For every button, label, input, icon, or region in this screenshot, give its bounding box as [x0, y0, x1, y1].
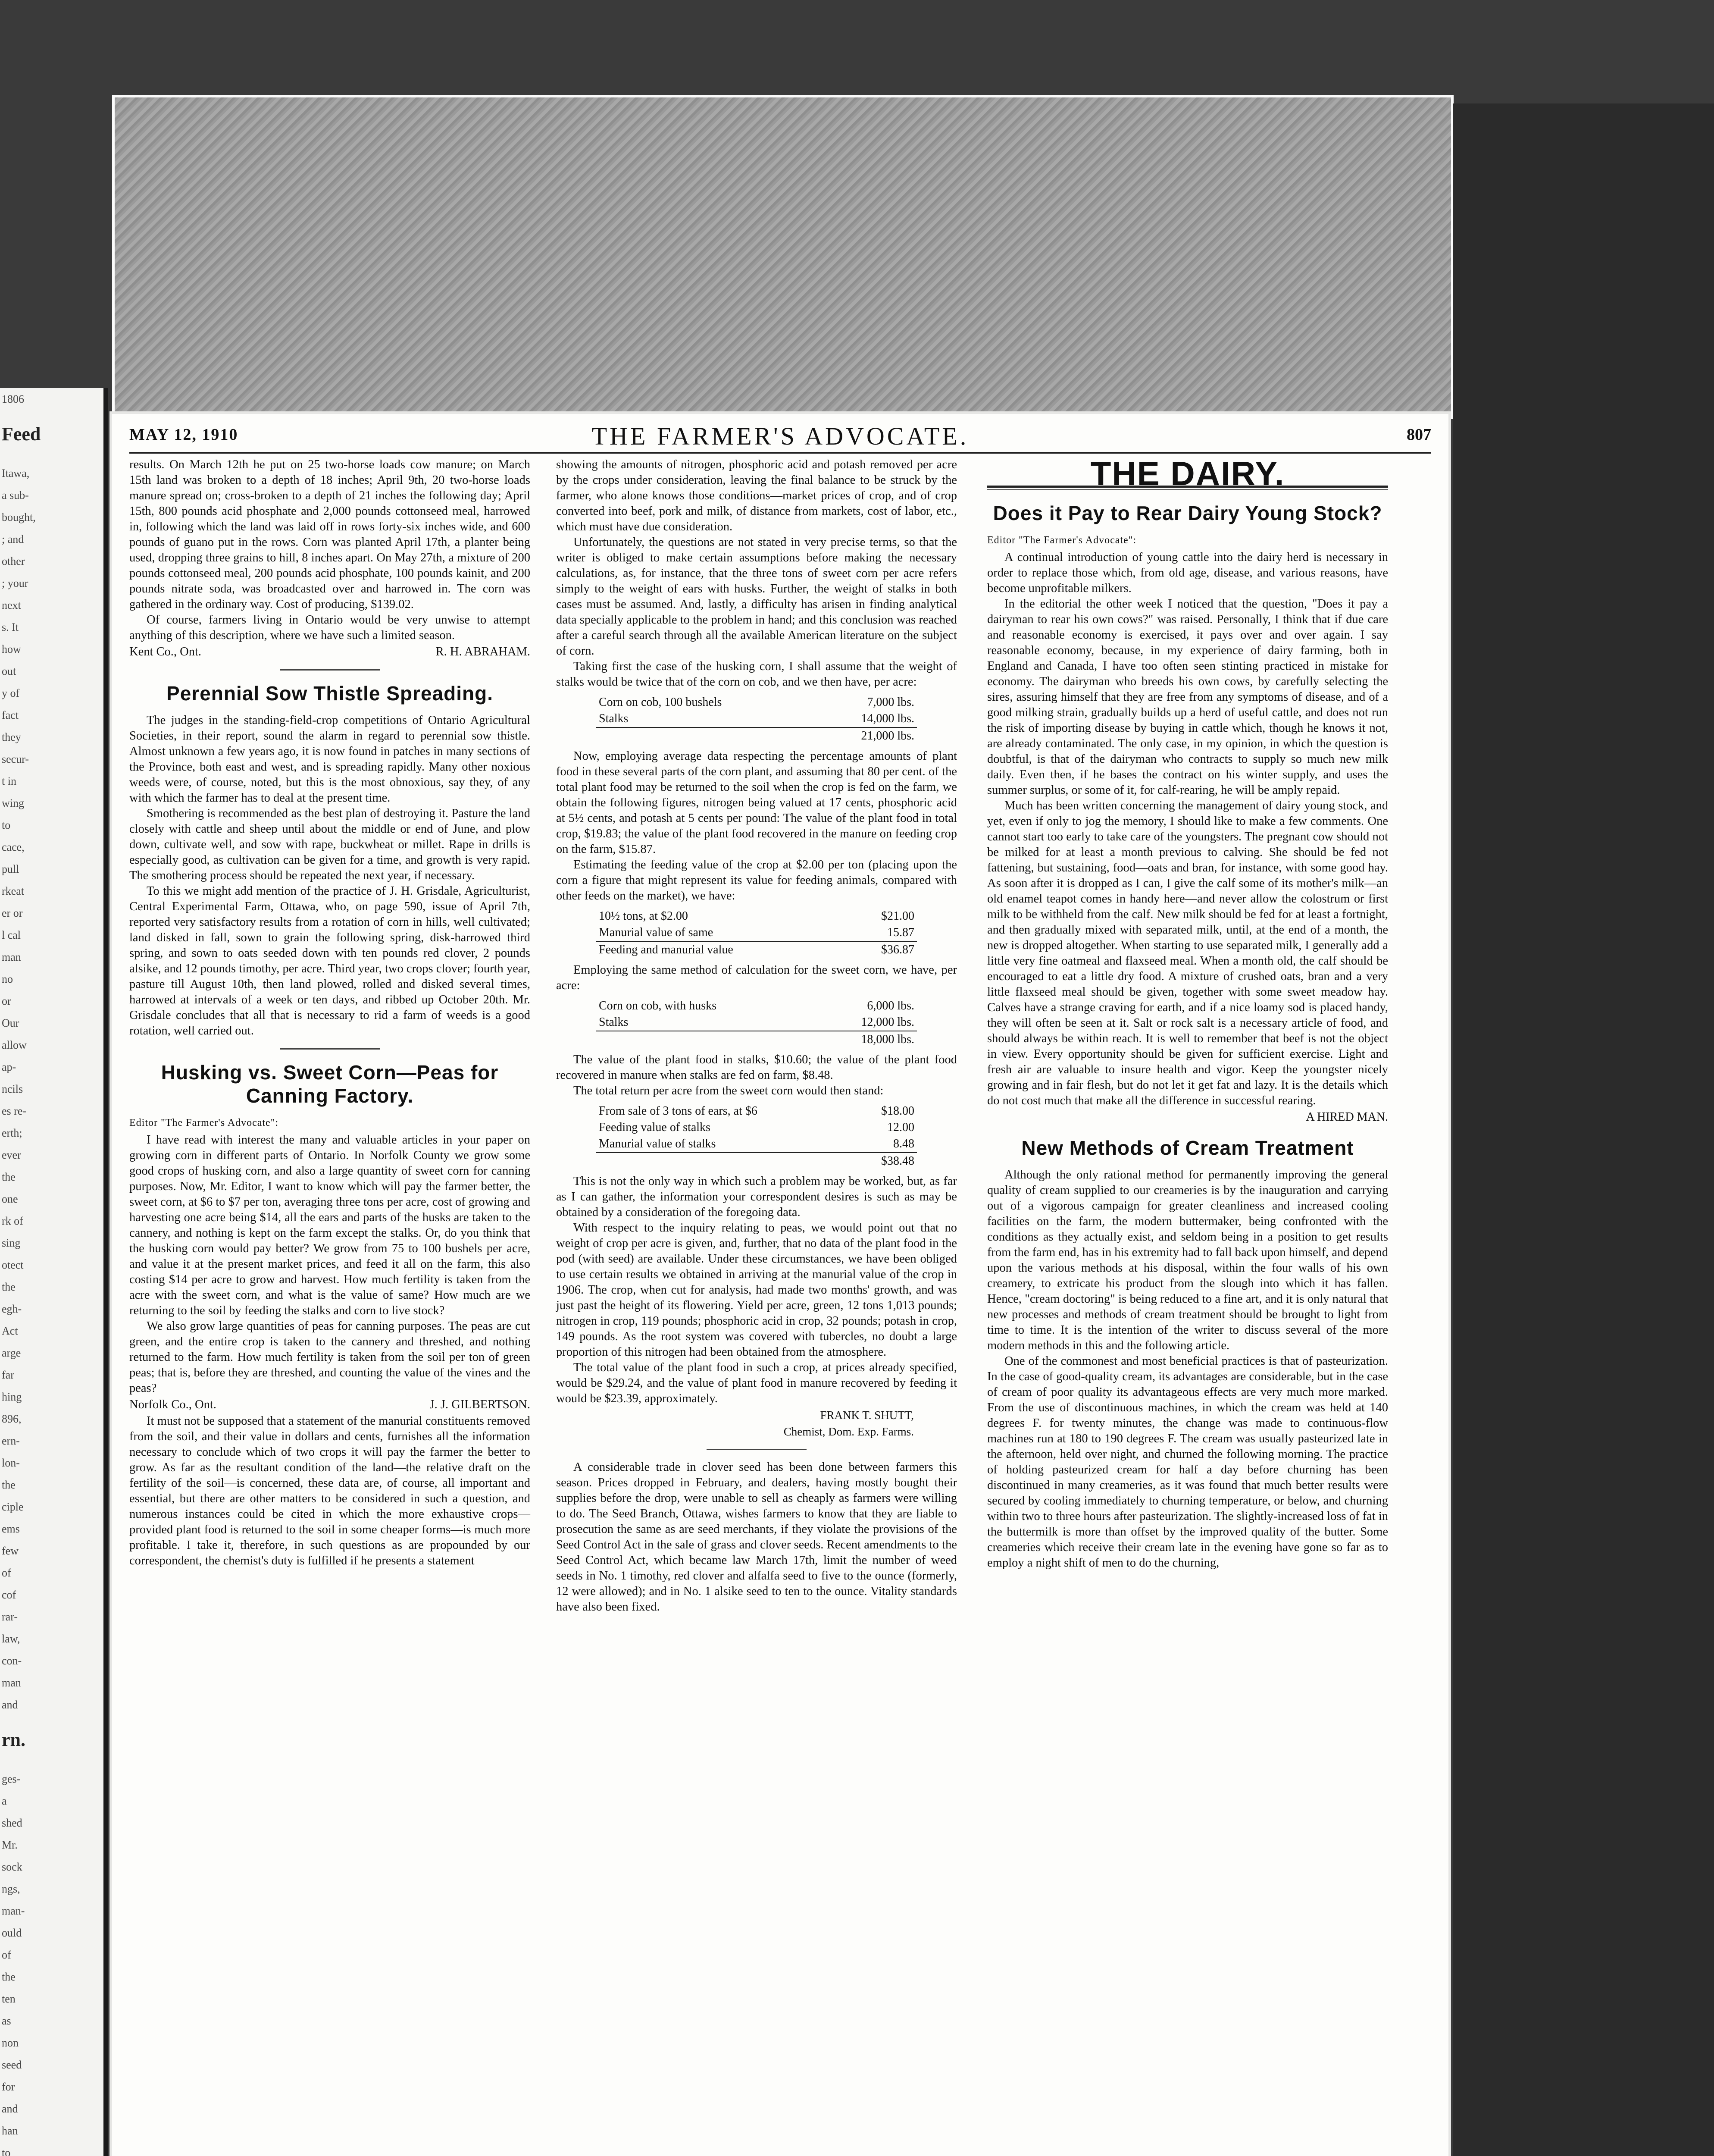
column-3 — [987, 454, 1388, 1571]
article-paragraph: A considerable trade in clover seed has been done between farmers this season. Prices dropped in February, and dealers, having mostly bought their supplies before the drop, were unable to sell as cheaply as farmers were willing to do. The Seed Branch, Ottawa, wishes farmers to know that they are liable to prosecution the same as are seed merchants, if they violate the provisions of the Seed Control Act in the sale of grass and clover seeds. Recent amendments to the Seed Control Act, which became law March 17th, limit the number of weed seeds in No. 1 timothy, red clover and alfalfa seed to five to the ounce (formerly, 12 were allowed); and in No. 1 alsike seed to ten to the ounce. Vitality standards have also been fixed. — [556, 1460, 957, 1614]
scanner-edge — [1453, 103, 1714, 2156]
facing-page-line: ten — [2, 1993, 16, 2005]
table-row — [596, 908, 917, 924]
table-cell-label: Feeding and manurial value — [596, 941, 848, 958]
article-paragraph: We also grow large quantities of peas for canning purposes. The peas are cut green, and the entire crop is taken to the cannery and threshed, and nothing returned to the farm. How much fertility is taken from the soil per ton of green peas; that is, before they are threshed, and counting the value of the vines and the peas? — [129, 1319, 530, 1395]
author-signature: A HIRED MAN. — [1306, 1110, 1388, 1124]
table-cell-label — [596, 1031, 813, 1048]
facing-page-line: how — [2, 643, 21, 655]
facing-page-heading-2: rn. — [2, 1729, 25, 1750]
facing-page-line: ap- — [2, 1061, 16, 1073]
article-paragraph: The judges in the standing-field-crop competitions of Ontario Agricultural Societies, in their report, sound the alarm in regard to perennial sow thistle. Almost unknown a few years ago, it is now found in patches in many sections of the Province, both east and west, and is spreading rapidly. Many other noxious weeds were, of course, noted, but this is the most obnoxious, say they, of any with which the farmer has to deal at the present time. — [129, 714, 530, 805]
facing-page-line: far — [2, 1369, 14, 1381]
figures-table-total-return — [596, 1103, 917, 1169]
facing-page-line: ; and — [2, 533, 24, 545]
author-title: Chemist, Dom. Exp. Farms. — [783, 1425, 914, 1438]
facing-page-line: other — [2, 555, 25, 567]
table-row — [596, 1014, 917, 1031]
table-row — [596, 1103, 917, 1119]
continued-paragraph-2: Of course, farmers living in Ontario would be very unwise to attempt anything of this description, where we have such a limited season. — [129, 613, 530, 642]
table-cell-label: Corn on cob, with husks — [599, 999, 716, 1012]
table-cell-label: Feeding value of stalks — [599, 1121, 710, 1134]
facing-page-line: Itawa, — [2, 467, 30, 479]
article-paragraph: In the editorial the other week I noticed that the question, "Does it pay a dairyman to rear his own cows?" was raised. Personally, I think that if due care and reasonable economy is exercised, it pays over and over again. I say reasonable economy, because, in my experience of dairy farming, both in England and Canada, I have too often seen stinting practiced in mistake for economy. The dairyman who breeds his own cows, by carefully selecting the sires, assuring himself that they are free from any symptoms of disease, and of a good milking strain, gradually builds up a herd of useful cattle, and does not run the risk of importing disease by buying in cattle which, though he knows it not, are already contaminated. The only case, in my opinion, in which the question is doubtful, is that of the dairyman who contracts to supply so much new milk daily. Even then, if he bases the contract on his winter supply, and uses the summer surplus, or some of it, for calf-rearing, he will be amply repaid. — [987, 597, 1388, 797]
article-paragraph: One of the commonest and most beneficial practices is that of pasteurization. In the case of good-quality cream, its advantages are considerable, but in the case of cream of poor quality its advantageous effects are very much more marked. From the use of discontinuous machines, in which the cream was held at 140 degrees F. for twenty minutes, the change was made to continuous-flow machines run at 180 to 190 degrees F. The cream was usually pasteurized late in the afternoon, held over night, and churned the following morning. The practice of holding pasteurized cream for half a day before churning has been discontinued in many creameries, as it was found that much better results were secured by cooling immediately to churning temperature, or below, and churning within two to three hours after pasteurization. The slightly-increased loss of fat in the buttermilk is more than offset by the improved quality of the butter. Some creameries which receive their cream late in the evening have gone so far as to employ a night shift of men to do the churning, — [987, 1354, 1388, 1570]
facing-page-line: fact — [2, 709, 19, 721]
article-paragraph: This is not the only way in which such a problem may be worked, but, as far as I can gather, the information your correspondent desires is such as may be obtained by a consideration of the foregoing data. — [556, 1175, 957, 1219]
facing-page-line: rkeat — [2, 885, 24, 897]
facing-page-line: non — [2, 2037, 19, 2049]
facing-page-line: arge — [2, 1347, 21, 1359]
facing-page-line: er or — [2, 907, 23, 919]
facing-page-line: the — [2, 1479, 16, 1491]
facing-page-line: han — [2, 2125, 18, 2137]
facing-page-line: Act — [2, 1325, 18, 1337]
issue-date: MAY 12, 1910 — [129, 426, 238, 444]
facing-page-line: cof — [2, 1589, 16, 1601]
scanner-background — [112, 95, 1454, 419]
editor-salutation: Editor "The Farmer's Advocate": — [129, 1117, 279, 1128]
facing-page-line: ern- — [2, 1435, 20, 1447]
facing-page-line: l cal — [2, 929, 21, 941]
article-paragraph: Although the only rational method for permanently improving the general quality of cream supplied to our creameries is by the inauguration and carrying out of a vigorous campaign for greater cleanliness and increased cooling facilities on the farm, the modern buttermaker, being confronted with the conditions as they actually exist, and seldom being in a position to get results from the farm end, has in his extremity had to fall back upon himself, and depend upon the various methods at his disposal, within the four walls of his own creamery, to extricate his product from the slough into which it has fallen. Hence, "cream doctoring" is being reduced to a fine art, and it is only natural that new processes and methods of cream treatment should be brought to light from time to time. It is the intention of the writer to discuss several of the more modern methods in this and the following article. — [987, 1168, 1388, 1352]
facing-page-line: cace, — [2, 841, 25, 853]
facing-page-lines — [0, 462, 103, 1716]
article-title-sow-thistle: Perennial Sow Thistle Spreading. — [166, 682, 493, 705]
facing-page-line: hing — [2, 1391, 22, 1403]
facing-page-line: no — [2, 973, 13, 985]
letter-signature-line — [129, 1397, 530, 1413]
table-row-total — [596, 1031, 917, 1048]
table-cell-label: Manurial value of stalks — [599, 1137, 716, 1150]
article-paragraph: A continual introduction of young cattle into the dairy herd is necessary in order to replace those which, from old age, disease, and various reasons, have become unprofitable milkers. — [987, 551, 1388, 595]
table-cell-label — [596, 727, 816, 744]
table-row — [596, 694, 917, 711]
department-heading: THE DAIRY. — [1090, 454, 1285, 492]
divider — [280, 669, 380, 671]
facing-page-line: a sub- — [2, 489, 29, 501]
figures-table-husking-corn — [596, 694, 917, 744]
author-signature: FRANK T. SHUTT, — [820, 1409, 914, 1422]
table-row — [596, 1136, 917, 1153]
column-2 — [556, 457, 957, 1615]
facing-page-line: they — [2, 731, 21, 743]
facing-page-line: otect — [2, 1259, 24, 1271]
facing-page-line: ; your — [2, 577, 28, 589]
facing-page-line: to — [2, 2147, 11, 2156]
article-paragraph: Unfortunately, the questions are not stated in very precise terms, so that the writer is obliged to make certain assumptions before making the necessary calculations, as, for instance, that the three tons of sweet corn per acre refers simply to the weight of ears with husks. Further, the weight of stalks in both cases must be assumed. And, lastly, a difficulty has arisen in finding analytical data specially applicable to the problem in hand; and this conclusion was reached after a careful search through all the available American literature on the subject of corn. — [556, 536, 957, 658]
facing-page-line: t in — [2, 775, 16, 787]
facing-page-line: man — [2, 951, 21, 963]
facing-page-line: Mr. — [2, 1839, 18, 1851]
facing-page-fragment — [0, 388, 108, 2156]
table-cell-label: Manurial value of same — [599, 926, 713, 939]
facing-page-line: and — [2, 2103, 18, 2115]
table-cell-label: 10½ tons, at $2.00 — [599, 909, 688, 923]
facing-page-line: ngs, — [2, 1883, 20, 1895]
facing-page-line: or — [2, 995, 11, 1007]
facing-page-line: as — [2, 2015, 11, 2027]
article-title-cream-treatment: New Methods of Cream Treatment — [1021, 1137, 1354, 1159]
letter-place: Norfolk Co., Ont. — [129, 1398, 216, 1411]
facing-page-line: ems — [2, 1523, 20, 1535]
article-paragraph: To this we might add mention of the practice of J. H. Grisdale, Agriculturist, Central Experimental Farm, Ottawa, who, on page 590, issue of April 7th, reported very satisfactory results from a rotation of corn in hills, well cultivated; land disked in fall, sown to grain the following spring, disk-harrowed third spring, and sown to oats seeded down with ten pounds red clover, 2 pounds alsike, and 12 pounds timothy, per acre. Third year, two crops clover; fourth year, pasture till August 10th, then land plowed, rolled and disked several times, harrowed at intervals of a week or ten days, and ribbed up October 20th. Mr. Grisdale concludes that all that is necessary to rid a farm of weeds is a good rotation, well carried out. — [129, 884, 530, 1037]
facing-page-heading: Feed — [2, 423, 41, 445]
journal-title: THE FARMER'S ADVOCATE. — [591, 422, 969, 450]
continued-signature-line — [129, 644, 530, 660]
facing-page-line: man — [2, 1677, 21, 1689]
table-row — [596, 998, 917, 1014]
facing-page-line: es re- — [2, 1105, 27, 1117]
facing-page-line: pull — [2, 863, 19, 875]
page-number: 807 — [1407, 426, 1431, 444]
facing-page-line: erth; — [2, 1127, 22, 1139]
table-cell-value: 18,000 lbs. — [813, 1031, 917, 1048]
figures-table-feeding-value — [596, 908, 917, 958]
table-cell-value: 12.00 — [887, 1121, 914, 1134]
letter-signature: J. J. GILBERTSON. — [429, 1398, 530, 1411]
facing-page-line: shed — [2, 1817, 22, 1829]
article-paragraph: It must not be supposed that a statement of the manurial constituents removed from the soil, and their value in dollars and cents, furnishes all the information necessary to conclude which of two crops it will pay the farmer the better to grow. As far as the resultant condition of the land—the relative draft on the fertility of the soil—is concerned, these data are, of course, all important and essential, but there are other matters to be considered in such a question, and numerous instances could be cited in which the more exhaustive crops—provided plant food is returned to the soil in some cheaper forms—is much more profitable. I take it, therefore, in such questions as are propounded by our correspondent, the chemist's duty is fulfilled if he presents a statement — [129, 1414, 530, 1567]
facing-page-line: 896, — [2, 1413, 22, 1425]
table-cell-value: 14,000 lbs. — [861, 712, 914, 725]
facing-page-line: seed — [2, 2059, 22, 2071]
table-cell-label: Corn on cob, 100 bushels — [599, 696, 722, 709]
table-row — [596, 924, 917, 941]
figures-table-sweet-corn — [596, 998, 917, 1048]
table-row-total — [596, 941, 917, 958]
table-cell-value: 15.87 — [887, 926, 914, 939]
article-title-husking-corn: Husking vs. Sweet Corn—Peas for Canning Factory. — [161, 1061, 499, 1107]
running-head — [129, 422, 1431, 454]
table-row-total — [596, 727, 917, 744]
facing-page-line: ciple — [2, 1501, 24, 1513]
facing-page-line: the — [2, 1281, 16, 1293]
facing-page-line: man- — [2, 1905, 25, 1917]
table-cell-value: 6,000 lbs. — [867, 999, 914, 1012]
facing-page-line: lon- — [2, 1457, 20, 1469]
facing-page-line: a — [2, 1795, 7, 1807]
facing-page-line: of — [2, 1949, 11, 1961]
facing-page-line: s. It — [2, 621, 19, 633]
divider — [707, 1449, 807, 1450]
facing-page-line: egh- — [2, 1303, 22, 1315]
table-cell-value: $38.48 — [856, 1153, 917, 1169]
facing-page-line: wing — [2, 797, 24, 809]
facing-page-line: next — [2, 599, 21, 611]
facing-page-line: con- — [2, 1655, 22, 1667]
table-row-total — [596, 1153, 917, 1169]
facing-page-line: and — [2, 1698, 18, 1711]
newspaper-page — [112, 414, 1448, 2156]
facing-page-line: ncils — [2, 1083, 23, 1095]
article-paragraph: Employing the same method of calculation for the sweet corn, we have, per acre: — [556, 963, 957, 992]
facing-page-line: few — [2, 1545, 19, 1557]
article-paragraph: The value of the plant food in stalks, $10.60; the value of the plant food recovered in manure when stalks are fed on farm, $8.48. — [556, 1053, 957, 1082]
table-row — [596, 1119, 917, 1136]
facing-page-line: secur- — [2, 753, 29, 765]
continued-place: Kent Co., Ont. — [129, 645, 202, 658]
table-row — [596, 711, 917, 727]
facing-page-line: the — [2, 1971, 16, 1983]
article-paragraph: Smothering is recommended as the best plan of destroying it. Pasture the land closely with cattle and sheep until about the middle or end of June, and plow down, cultivate well, and sow with rape, buckwheat or millet. Rape in drills is especially good, as cultivation can be given for a time, and growth is very rapid. The smothering process should be repeated the next year, if necessary. — [129, 807, 530, 882]
facing-page-line: one — [2, 1193, 18, 1205]
facing-page-line: out — [2, 665, 16, 677]
facing-page-line: sock — [2, 1861, 22, 1873]
table-cell-value: 12,000 lbs. — [861, 1015, 914, 1029]
table-cell-label — [596, 1153, 856, 1169]
article-paragraph: showing the amounts of nitrogen, phosphoric acid and potash removed per acre by the crops under consideration, leaving the final balance to be struck by the farmer, who alone knows those conditions—market prices of crop, and of crop converted into beef, pork and milk, of distance from markets, cost of labor, etc., which must have due consideration. — [556, 458, 957, 533]
facing-page-line: to — [2, 819, 11, 831]
column-1 — [129, 457, 530, 1569]
article-paragraph: The total value of the plant food in such a crop, at prices already specified, would be $29.24, and the value of plant food in manure recovered by feeding it would be $23.39, approximately. — [556, 1361, 957, 1405]
article-title-dairy-young-stock: Does it Pay to Rear Dairy Young Stock? — [993, 502, 1382, 524]
editor-salutation: Editor "The Farmer's Advocate": — [987, 535, 1137, 546]
facing-page-line: sing — [2, 1237, 21, 1249]
facing-page-number: 1806 — [2, 393, 24, 405]
article-paragraph: Estimating the feeding value of the crop at $2.00 per ton (placing upon the corn a figure that might represent its value for feeding animals, compared with other feeds on the market), we have: — [556, 858, 957, 903]
facing-page-lines-2 — [0, 1768, 103, 2156]
article-paragraph: With respect to the inquiry relating to peas, we would point out that no weight of crop per acre is given, and, further, that no data of the plant food in the pod (with seed) are available. Under these circumstances, we have been obliged to use certain results we obtained in arriving at the manurial value of the crop in 1906. The crop, when cut for analysis, had made two months' growth, and was just past the height of its flowering. Yield per acre, green, 12 tons 1,013 pounds; nitrogen in crop, 119 pounds; phosphoric acid in crop, 32 pounds; potash in crop, 149 pounds. As the root system was covered with tubercles, no doubt a large proportion of this nitrogen had been obtained from the atmosphere. — [556, 1221, 957, 1359]
article-paragraph: I have read with interest the many and valuable articles in your paper on growing corn in different parts of Ontario. In Norfolk County we grow some good crops of husking corn, and also a large quantity of sweet corn for canning purposes. Now, Mr. Editor, I want to know which will pay the farmer better, the sweet corn, at $6 to $7 per ton, averaging three tons per acre, cost of growing and harvesting one acre being $14, all the ears and parts of the husks are taken to the cannery, and nothing is kept on the farm except the stalks. Or, do you think that the husking corn would pay better? We grow from 75 to 100 bushels per acre, and value it at the present market prices, and feed it all on the farm, this also costing $14 per acre to grow and harvest. How much fertility is taken from the acre with the sweet corn, and what is the value of same? How much are we returning to the soil by feeding the stalks and corn to live stock? — [129, 1133, 530, 1317]
facing-page-line: allow — [2, 1039, 27, 1051]
facing-page-line: rk of — [2, 1215, 23, 1227]
table-cell-value: 7,000 lbs. — [867, 696, 914, 709]
facing-page-line: of — [2, 1567, 11, 1579]
table-cell-value: $36.87 — [848, 941, 917, 958]
table-cell-value: $18.00 — [881, 1104, 914, 1118]
table-cell-label: From sale of 3 tons of ears, at $6 — [599, 1104, 757, 1118]
facing-page-line: ould — [2, 1927, 22, 1939]
divider — [280, 1048, 380, 1050]
table-cell-value: 8.48 — [893, 1137, 914, 1150]
table-cell-value: $21.00 — [881, 909, 914, 923]
table-cell-label: Stalks — [599, 712, 629, 725]
table-cell-value: 21,000 lbs. — [816, 727, 917, 744]
table-cell-label: Stalks — [599, 1015, 629, 1029]
article-paragraph: The total return per acre from the sweet corn would then stand: — [573, 1084, 884, 1097]
facing-page-line: for — [2, 2081, 15, 2093]
facing-page-line: ever — [2, 1149, 21, 1161]
facing-page-line: ges- — [2, 1773, 21, 1785]
facing-page-line: y of — [2, 687, 20, 699]
facing-page-line: Our — [2, 1017, 19, 1029]
article-paragraph: Taking first the case of the husking corn, I shall assume that the weight of stalks would be twice that of the corn on cob, and we then have, per acre: — [556, 660, 957, 689]
facing-page-line: law, — [2, 1633, 20, 1645]
article-paragraph: Now, employing average data respecting the percentage amounts of plant food in these several parts of the corn plant, and assuming that 80 per cent. of the total plant food may be returned to the soil when the crop is fed on the farm, we obtain the following figures, nitrogen being valued at 17 cents, phosphoric acid at 5½ cents, and potash at 5 cents per pound: The value of the plant food in total crop, $19.83; the value of the plant food recovered in the manure on feeding crop on the farm, $15.87. — [556, 749, 957, 856]
facing-page-line: rar- — [2, 1611, 18, 1623]
article-paragraph: Much has been written concerning the management of dairy young stock, and yet, even if only to jog the memory, I should like to make a few comments. One cannot start too early to take care of the youngsters. The pregnant cow should not be milked for at least a month previous to calving. She should be fed not fattening, but sustaining, food—oats and bran, for instance, with some good hay. As soon after it is dropped as I can, I give the calf some of its mother's milk—an old enamel teapot comes in handy here—and never allow the colostrum or first milk to be withheld from the calf. New milk should be fed for at least a fortnight, and then gradually mixed with separated milk, until, at the end of a month, the new is dropped altogether. When starting to use separated milk, I generally add a little very fine oatmeal and flaxseed meal. When a month old, the calf should be encouraged to eat a little dry food. A mixture of crushed oats, bran and a very little flaxseed meal should be given, together with some sweet meadow hay. Calves have a strange craving for earth, and if a nice loamy sod is placed handy, they will often be seen at it. Salt or rock salt is a necessary article of food, and should always be within reach. It is well to remember that beef is not the object in view. Every opportunity should be given for sufficient exercise. Light and fresh air are valuable to insure health and vigor. Keep the youngster nicely growing and in fair flesh, but do not let it get fat and lazy. It is the details which do not cost much that make all the difference in successful rearing. — [987, 799, 1388, 1107]
facing-page-line: the — [2, 1171, 16, 1183]
continued-paragraph: results. On March 12th he put on 25 two-horse loads cow manure; on March 15th land was broken to a depth of 18 inches; April 9th, 20 two-horse loads manure spread on; cross-broken to a depth of 21 inches the following day; April 15th, 800 pounds acid phosphate and 2,000 pounds cottonseed meal, harrowed in, following which the land was laid off in rows forty-six inches wide, and 600 pounds of guano put in the rows. Corn was planted April 17th, a planter being used, dropping three grains to hill, 8 inches apart. On May 27th, a mixture of 200 pounds cottonseed meal, 200 pounds acid phosphate, 100 pounds kainit, and 200 pounds nitrate soda, was broadcasted over and harrowed in. The corn was gathered in the ordinary way. Cost of producing, $139.02. — [129, 458, 530, 611]
continued-signature: R. H. ABRAHAM. — [435, 645, 530, 658]
facing-page-line: bought, — [2, 511, 36, 523]
